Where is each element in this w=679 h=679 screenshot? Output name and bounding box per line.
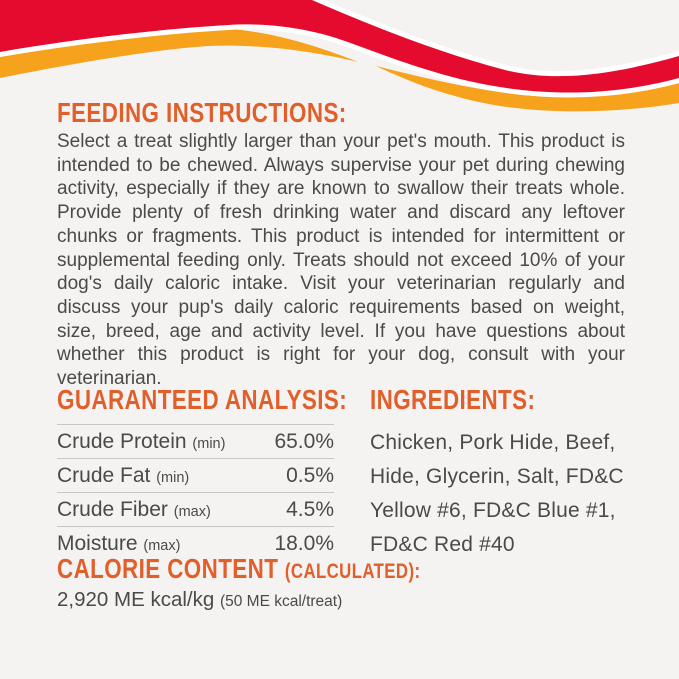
feeding-instructions-heading: [57, 99, 419, 127]
calorie-content-value-line: [57, 588, 342, 612]
analysis-qualifier: (max): [143, 538, 181, 554]
analysis-label: Moisture: [57, 532, 138, 555]
calorie-value: 2,920 ME kcal/kg: [57, 588, 215, 611]
analysis-qualifier: (max): [173, 504, 211, 520]
analysis-label: Crude Fiber: [57, 498, 168, 521]
guaranteed-analysis-heading-text: GUARANTEED ANALYSIS:: [57, 384, 348, 415]
analysis-label: Crude Fat: [57, 464, 151, 487]
analysis-row-crude-fiber: [57, 492, 334, 526]
analysis-qualifier: (min): [156, 470, 190, 486]
guaranteed-analysis-heading: [57, 384, 348, 415]
feeding-instructions-text: Select a treat slightly larger than your pet's mouth. This product is intended to be chewed. Always supervise your pet during chewing activity, especially if they are known to swallow their treats whole. Provide plenty of fresh drinking water and discard any leftover chunks or fragments. This product is intended for intermittent or supplemental feeding only. Treats should not exceed 10% of your dog's daily caloric intake. Visit your veterinarian regularly and discuss your pup's daily caloric requirements based on weight, size, breed, age and activity level. If you have questions about whether this product is right for your dog, consult with your veterinarian.: [57, 131, 625, 390]
guaranteed-analysis-section: [57, 384, 348, 560]
calorie-content-heading: [57, 555, 511, 583]
analysis-value: 65.0%: [274, 430, 334, 453]
calorie-content-heading-suffix: (CALCULATED):: [284, 560, 421, 583]
ingredients-section: [370, 386, 644, 562]
ingredients-heading-text: INGREDIENTS:: [370, 384, 536, 415]
analysis-value: 18.0%: [274, 532, 334, 555]
analysis-value: 4.5%: [286, 498, 334, 521]
ingredients-heading: [370, 386, 644, 414]
calorie-content-heading-text: CALORIE CONTENT: [57, 553, 279, 584]
calorie-per-treat: (50 ME kcal/treat): [219, 593, 343, 610]
ingredients-list: Chicken, Pork Hide, Beef, Hide, Glycerin, Salt, FD&C Yellow #6, FD&C Blue #1, FD&C Red #40: [370, 431, 624, 556]
analysis-label: Crude Protein: [57, 430, 187, 453]
analysis-row-crude-fat: [57, 458, 334, 492]
analysis-qualifier: (min): [192, 436, 226, 452]
feeding-instructions-heading-text: FEEDING INSTRUCTIONS:: [57, 97, 347, 128]
guaranteed-analysis-table: [57, 424, 334, 560]
analysis-row-crude-protein: [57, 424, 334, 458]
analysis-value: 0.5%: [286, 464, 334, 487]
